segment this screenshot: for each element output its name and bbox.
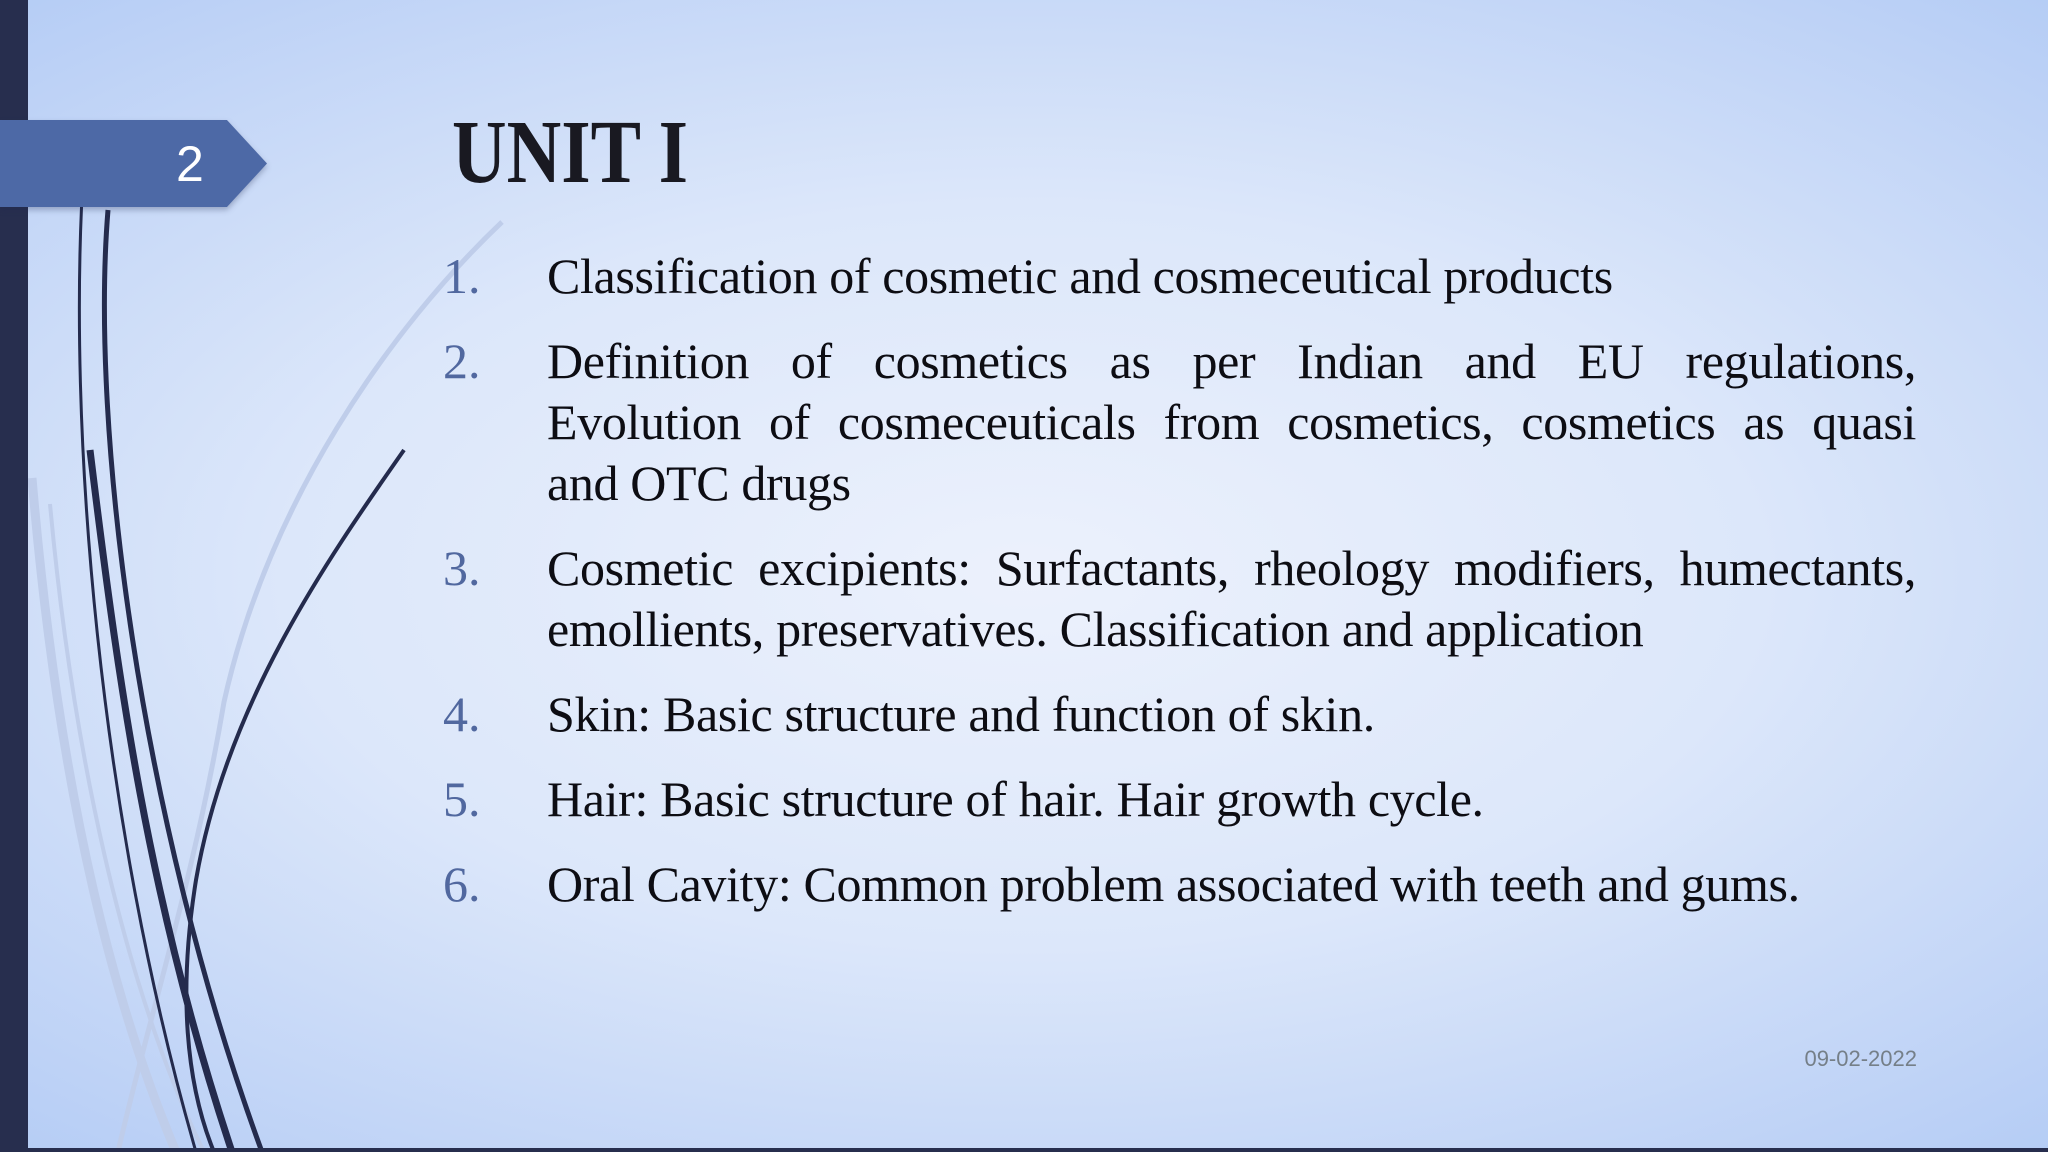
list-item-line: Definition of cosmetics as per Indian and EU regulations, xyxy=(547,333,1916,389)
list-item-number: 3. xyxy=(443,540,481,596)
list-item-text xyxy=(547,538,1916,660)
list-item-text xyxy=(547,854,1916,915)
list-item-line: Cosmetic excipients: Surfactants, rheology modifiers, humectants, xyxy=(547,540,1916,596)
list-item xyxy=(443,331,1916,514)
list-item-number: 5. xyxy=(443,771,481,827)
slide-title: UNIT I xyxy=(452,103,689,202)
list-item-text xyxy=(547,331,1916,514)
list-item-line: Hair: Basic structure of hair. Hair growth cycle. xyxy=(547,771,1484,827)
list-item-text xyxy=(547,246,1916,307)
list-item-line: and OTC drugs xyxy=(547,455,851,511)
list-item-number: 2. xyxy=(443,333,481,389)
list-item xyxy=(443,854,1916,915)
list-item-line: Skin: Basic structure and function of skin. xyxy=(547,686,1375,742)
arrow-banner-shape xyxy=(0,120,267,207)
list-item-line: Evolution of cosmeceuticals from cosmetics, cosmetics as quasi xyxy=(547,394,1916,450)
footer-date: 09-02-2022 xyxy=(1804,1046,1917,1071)
list-item-text xyxy=(547,769,1916,830)
page-number-banner xyxy=(0,120,267,207)
list-item-line: Classification of cosmetic and cosmeceutical products xyxy=(547,248,1613,304)
list-item-line: emollients, preservatives. Classification and application xyxy=(547,601,1644,657)
list-item xyxy=(443,538,1916,660)
list-item-number: 1. xyxy=(443,248,481,304)
list-item xyxy=(443,684,1916,745)
wisp-dark-curve xyxy=(186,450,404,1152)
list-item-number: 4. xyxy=(443,686,481,742)
page-number: 2 xyxy=(176,136,204,192)
unit-topic-list xyxy=(443,246,1916,939)
list-item-line: Oral Cavity: Common problem associated with teeth and gums. xyxy=(547,856,1800,912)
list-item xyxy=(443,769,1916,830)
list-item-text xyxy=(547,684,1916,745)
list-item-number: 6. xyxy=(443,856,481,912)
list-item xyxy=(443,246,1916,307)
bottom-accent-bar xyxy=(0,1148,2048,1152)
